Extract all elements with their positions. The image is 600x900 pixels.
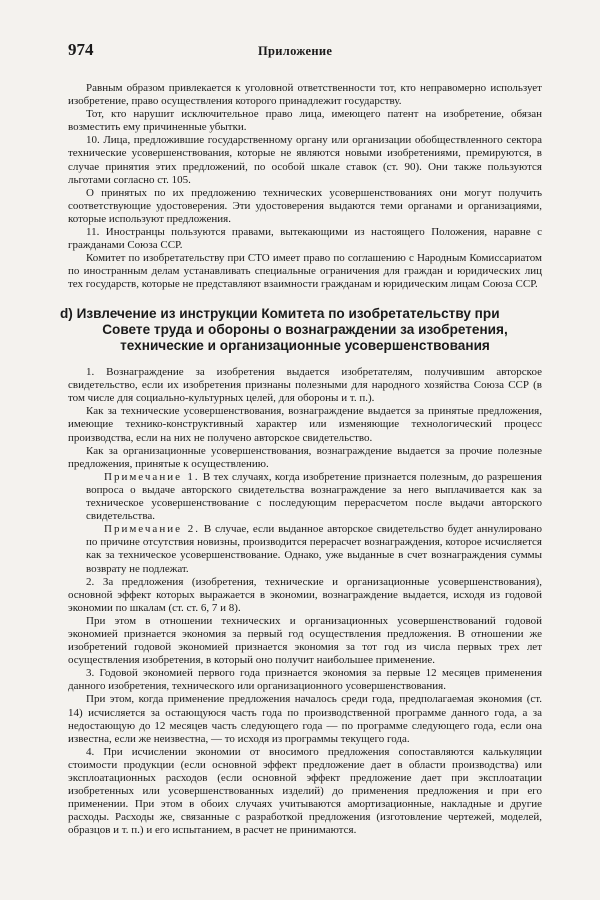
page-header — [68, 40, 542, 70]
paragraph: При этом в отношении технических и организационных усовершенствований годовой экономией признается экономия за первый год осуществления предложения. В отношении же изобретений годовой экономией признается экономия за тот год из числа первых трех лет осуществления изобретения, в который оно получит наибольшее применение. — [68, 614, 542, 667]
paragraph: При этом, когда применение предложения началось среди года, предполагаемая экономия (ст. 14) исчисляется за остающуюся часть года по производственной программе данного года, а за недостающую до 12 месяцев часть следующего года — по программе следующего года, если она известна, если же неизвестна, — то исходя из программы текущего года. — [68, 693, 542, 745]
note-paragraph — [86, 523, 542, 575]
note-paragraph — [86, 471, 542, 523]
top-text-block — [68, 82, 542, 292]
section-heading-line: Совете труда и обороны о вознаграждении за изобретения, — [102, 321, 508, 337]
paragraph: Комитет по изобретательству при СТО имеет право по соглашению с Народным Комиссариатом по иностранным делам устанавливать специальные ограничения для граждан и юридических лиц тех государств, которые не представляют взаимности гражданам и юридическим лицам Союза ССР. — [68, 252, 542, 291]
note-label: Примечание 2. — [104, 523, 201, 536]
paragraph: О принятых по их предложению технических усовершенствованиях они могут получить соответствующие удостоверения. Эти удостоверения выдаются теми органами и организациями, которые используют предложения. — [68, 186, 542, 225]
paragraph: 11. Иностранцы пользуются правами, вытекающими из настоящего Положения, наравне с гражданами Союза ССР. — [68, 226, 542, 252]
paragraph: 10. Лица, предложившие государственному органу или организации обобществленного сектора технические усовершенствования, которые не являются новыми изобретениями, премируются, в случае принятия этих предложений, по особой шкале ставок (ст. 90). Они также пользуются льготами согласно ст. 105. — [68, 134, 542, 186]
note-label: Примечание 1. — [104, 470, 200, 483]
paragraph: Равным образом привлекается к уголовной ответственности тот, кто неправомерно использует изобретение, право осуществления которого принадлежит государству. — [68, 82, 542, 108]
section-heading-line: d) Извлечение из инструкции Комитета по изобретательству при — [60, 305, 500, 321]
page-number: 974 — [68, 40, 94, 59]
paragraph: 2. За предложения (изобретения, технические и организационные усовершенствования), основной эффект которых выражается в экономии, вознаграждение выдается, исходя из годовой экономии по шкалам (ст. ст. 6, 7 и 8). — [68, 575, 542, 614]
section-heading — [60, 305, 542, 355]
running-title: Приложение — [258, 44, 333, 58]
paragraph: 1. Вознаграждение за изобретения выдается изобретателям, получившим авторское свидетельство, если их изобретения признаны полезными для народного хозяйства Союза ССР (в том числе для социально-культурных целей, для обороны и т. п.). — [68, 366, 542, 405]
paragraph: Как за организационные усовершенствования, вознаграждение выдается за прочие полезные предложения, принятые к осуществлению. — [68, 444, 542, 470]
section-text-block — [68, 366, 542, 837]
paragraph: Как за технические усовершенствования, вознаграждение выдается за принятые предложения, имеющие технико-конструктивный характер или изменяющие технологический процесс производства, если на них не получено авторское свидетельство. — [68, 405, 542, 444]
paragraph: Тот, кто нарушит исключительное право лица, имеющего патент на изобретение, обязан возместить ему причиненные убытки. — [68, 108, 542, 134]
note-text: В случае, если выданное авторское свидетельство будет аннулировано по причине отсутствия новизны, производится перерасчет вознаграждения, которое исчисляется как за техническое усовершенствование. Однако, уже выданные в счет вознаграждения суммы возврату не подлежат. — [86, 523, 542, 575]
note-text: В тех случаях, когда изобретение признается полезным, до разрешения вопроса о выдаче авторского свидетельства вознаграждение за него выплачивается как за техническое усовершенствование с последующим перерасчетом после выдачи авторского свидетельства. — [86, 470, 542, 523]
paragraph: 3. Годовой экономией первого года признается экономия за первые 12 месяцев применения данного изобретения, технического или организационного усовершенствования. — [68, 667, 542, 693]
paragraph: 4. При исчислении экономии от вносимого предложения сопоставляются калькуляции стоимости продукции (если основной эффект предложение дает в области производства) или эксплоатационных расходов (если основной эффект предложение дает при эксплоатации изобретенных или усовершенствованных изделий) до применения предложения и при его применении. При этом в обоих случаях учитываются амортизационные, накладные и другие расходы. Расходы же, связанные с разработкой предложения (изготовление чертежей, моделей, образцов и т. п.) и его испытанием, в расчет не принимаются. — [68, 745, 542, 837]
section-heading-line: технические и организационные усовершенствования — [120, 337, 490, 353]
